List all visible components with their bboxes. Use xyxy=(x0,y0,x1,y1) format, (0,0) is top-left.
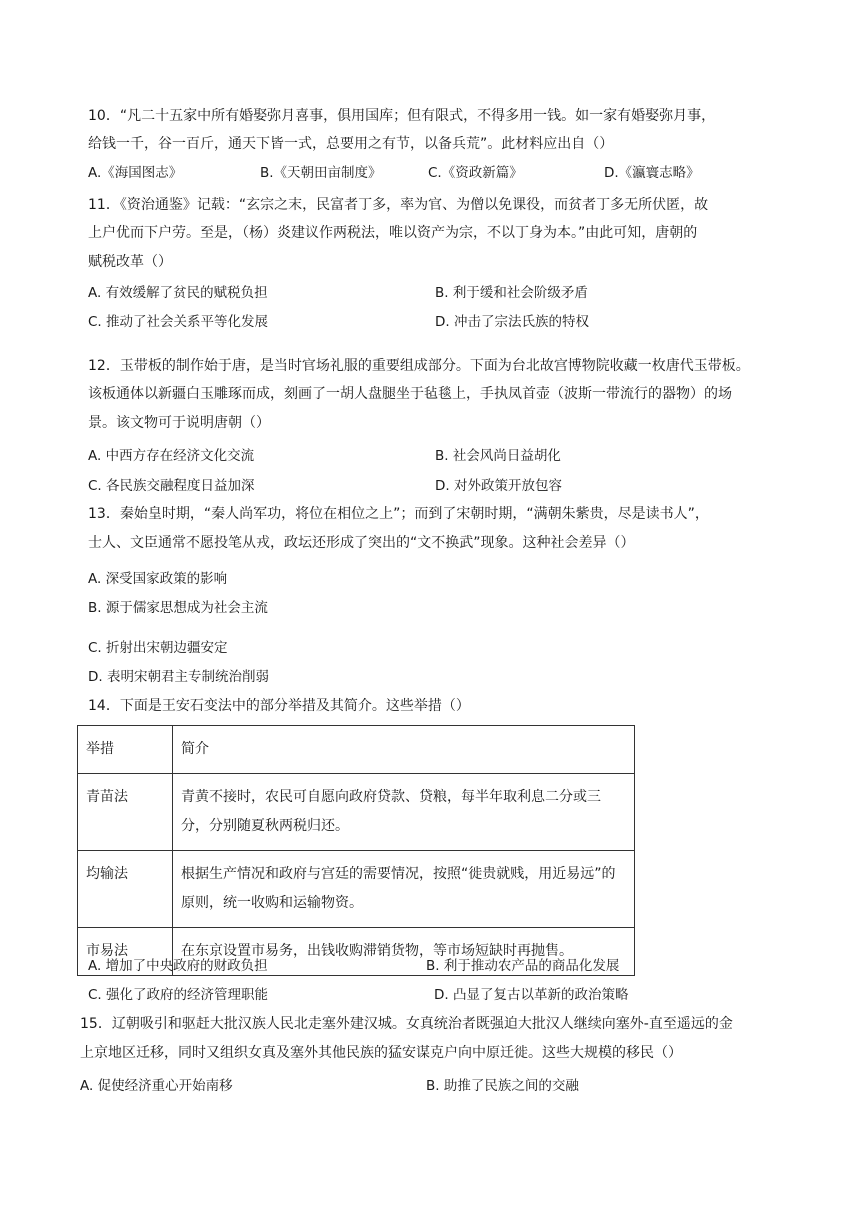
q13-option-b[interactable]: B. 源于儒家思想成为社会主流 xyxy=(88,600,268,616)
q15-option-b[interactable]: B. 助推了民族之间的交融 xyxy=(426,1078,579,1094)
q15-line-2: 上京地区迁移，同时又组织女真及塞外其他民族的猛安谋克户向中原迁徙。这些大规模的移民（） xyxy=(80,1045,682,1061)
q12-option-b[interactable]: B. 社会风尚日益胡化 xyxy=(435,448,561,464)
q14-option-d[interactable]: D. 凸显了复古以革新的政治策略 xyxy=(434,987,629,1003)
q10-option-c[interactable]: C.《资政新篇》 xyxy=(428,165,523,181)
q10-option-a[interactable]: A.《海国图志》 xyxy=(88,165,183,181)
reform-table xyxy=(77,725,635,976)
q11-option-d[interactable]: D. 冲击了宗法氏族的特权 xyxy=(435,314,589,330)
q14-option-b[interactable]: B. 利于推动农产品的商品化发展 xyxy=(426,958,620,974)
q12-line-2: 该板通体以新疆白玉雕琢而成，刻画了一胡人盘腿坐于毡毯上，手执凤首壶（波斯一带流行的器物）的场 xyxy=(88,386,732,402)
q13-line-2: 士人、文臣通常不愿投笔从戎，政坛还形成了突出的“文不换武”现象。这种社会差异（） xyxy=(88,535,635,551)
q11-line-1: 11．《资治通鉴》记载：“玄宗之末，民富者丁多，率为官、为僧以免课役，而贫者丁多无所伏匿，故 xyxy=(88,197,709,213)
table-cell-measure: 青苗法 xyxy=(78,774,173,851)
q12-line-3: 景。该文物可于说明唐朝（） xyxy=(88,415,270,431)
q12-option-d[interactable]: D. 对外政策开放包容 xyxy=(435,478,562,494)
table-cell-measure: 市易法 xyxy=(78,928,173,976)
q12-option-a[interactable]: A. 中西方存在经济文化交流 xyxy=(88,448,255,464)
q10-line-1: 10．“凡二十五家中所有婚娶弥月喜事，俱用国库；但有限式，不得多用一钱。如一家有婚娶弥月事， xyxy=(88,108,716,124)
q11-line-2: 上户优而下户劳。至是，（杨）炎建议作两税法，唯以资产为宗，不以丁身为本。”由此可知，唐朝的 xyxy=(88,225,698,241)
q12-line-1: 12．玉带板的制作始于唐，是当时官场礼服的重要组成部分。下面为台北故宫博物院收藏一枚唐代玉带板。 xyxy=(88,358,750,374)
table-cell-measure: 均输法 xyxy=(78,851,173,928)
table-cell-description: 根据生产情况和政府与宫廷的需要情况，按照“徙贵就贱，用近易远”的原则，统一收购和运输物资。 xyxy=(173,851,635,928)
q14-option-a[interactable]: A. 增加了中央政府的财政负担 xyxy=(88,958,268,974)
q15-line-1: 15．辽朝吸引和驱赶大批汉族人民北走塞外建汉城。女真统治者既强迫大批汉人继续向塞外-直至遥远的金 xyxy=(80,1016,733,1032)
table-header-row xyxy=(78,726,635,774)
table-row xyxy=(78,851,635,928)
q14-line-1: 14．下面是王安石变法中的部分举措及其简介。这些举措（） xyxy=(88,698,470,714)
table-cell-description: 在东京设置市易务，出钱收购滞销货物，等市场短缺时再抛售。 xyxy=(173,928,635,976)
table-header-cell: 举措 xyxy=(78,726,173,774)
q10-option-b[interactable]: B.《天朝田亩制度》 xyxy=(260,165,382,181)
q13-line-1: 13．秦始皇时期，“秦人尚军功，将位在相位之上”；而到了宋朝时期，“满朝朱紫贵，尽是读书人”， xyxy=(88,506,709,522)
q12-option-c[interactable]: C. 各民族交融程度日益加深 xyxy=(88,478,255,494)
q10-line-2: 给钱一千，谷一百斤，通天下皆一式，总要用之有节，以备兵荒”。此材料应出自（） xyxy=(88,136,614,152)
table-cell-description: 青黄不接时，农民可自愿向政府贷款、贷粮，每半年取利息二分或三分，分别随夏秋两税归还。 xyxy=(173,774,635,851)
q11-option-c[interactable]: C. 推动了社会关系平等化发展 xyxy=(88,314,269,330)
q14-option-c[interactable]: C. 强化了政府的经济管理职能 xyxy=(88,987,269,1003)
q10-option-d[interactable]: D.《瀛寰志略》 xyxy=(604,165,700,181)
q11-line-3: 赋税改革（） xyxy=(88,254,172,270)
q13-option-a[interactable]: A. 深受国家政策的影响 xyxy=(88,571,228,587)
table-row xyxy=(78,774,635,851)
q11-option-b[interactable]: B. 利于缓和社会阶级矛盾 xyxy=(435,285,588,301)
q11-option-a[interactable]: A. 有效缓解了贫民的赋税负担 xyxy=(88,285,268,301)
q15-option-a[interactable]: A. 促使经济重心开始南移 xyxy=(80,1078,233,1094)
q13-option-c[interactable]: C. 折射出宋朝边疆安定 xyxy=(88,640,228,656)
q13-option-d[interactable]: D. 表明宋朝君主专制统治削弱 xyxy=(88,669,269,685)
table-header-cell: 简介 xyxy=(173,726,635,774)
